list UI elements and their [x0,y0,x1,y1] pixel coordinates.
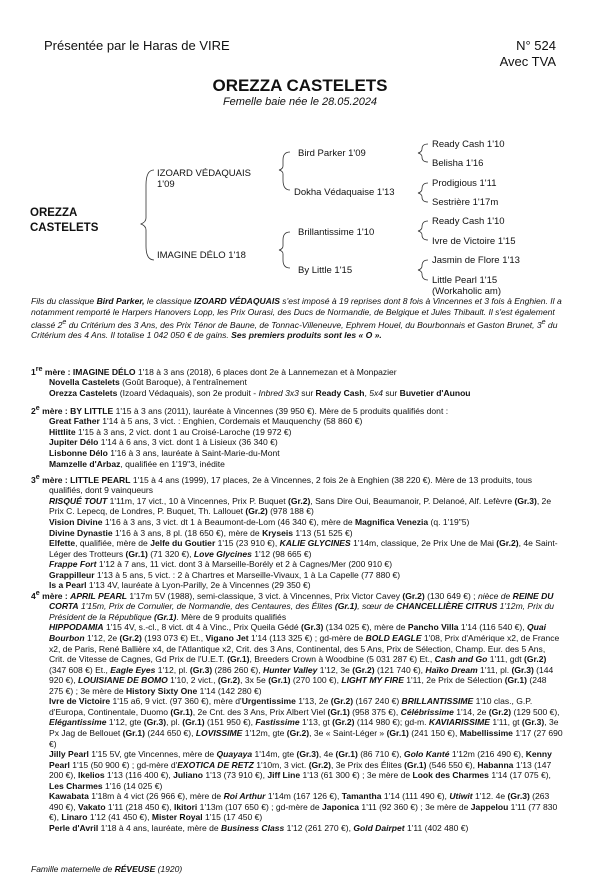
fourth-dam-heading: 4e mère : APRIL PEARL 1'17m 5V (1988), semi-classique, 3 vict. à Vincennes, Prix Victor Cavey (Gr.2) (130 649 €) ; nièce de REINE DU CORTA 1'15m, Prix de Cornulier, de Normandie, des Centaures, des Élites (Gr.1), sœur de CHANCELLIÈRE CITRUS 1'12m, Prix du Président de la République (Gr.1). Mère de 9 produits qualifiés [31,589,555,622]
presenter-text: Présentée par le Haras de VIRE [44,38,230,53]
produce-row: Perle d'Avril 1'18 à 4 ans, lauréate, mère de Business Class 1'12 (261 270 €), Gold Dairpet 1'11 (402 480 €) [49,822,469,833]
third-dam-heading: 3e mère : LITTLE PEARL 1'15 à 4 ans (1999), 17 places, 2e à Vincennes, 2 fois 2e à Enghien (38 220 €). Mère de 13 produits, tous qualifiés, dont 9 vainqueurs [31,473,532,496]
produce-row: Hittlite 1'15 à 3 ans, 2 vict. dont 1 au Croisé-Laroche (19 972 €) [49,426,292,437]
pedigree-dsd: Ivre de Victoire 1'15 [432,236,516,247]
fourth-dam-section [31,588,563,833]
pedigree-horse-name-line1: OREZZA [30,207,78,219]
pedigree-sss: Ready Cash 1'10 [432,139,505,150]
pedigree-dds: Jasmin de Flore 1'13 [432,255,520,266]
pedigree-horse-name-line2: CASTELETS [30,222,99,234]
third-dam-section [31,472,563,591]
lot-number: N° 524 [516,38,556,53]
pedigree-dss: Ready Cash 1'10 [432,216,505,227]
produce-row: Divine Dynastie 1'16 à 3 ans, 8 pl. (18 650 €), mère de Kryseis 1'13 (51 525 €) [49,527,353,538]
pedigree-sd: Dokha Védaquaise 1'13 [294,187,395,198]
produce-row: HIPPODAMIA 1'15 4V, s.-cl., 8 vict. dt 4 à Vinc., Prix Queila Gédé (Gr.3) (134 025 €), mère de Pancho Villa 1'14 (116 540 €), Quai Bourbon 1'12, 2e (Gr.2) (193 073 €) Et., Vigano Jet 1'14 (113 325 €) ; gd-mère de BOLD EAGLE 1'08, Prix d'Amérique x2, de France x2, de Paris, René Ballière x4, de l'Atlantique x2, Crit. des 3 Ans, Continental, des 5 Ans, Prix de Sélection, Champ. Eur. des 5 Ans, Crit. de Vitesse de Cagnes, Gd Prix de l'U.E.T. (Gr.1), Breeders Crown à Woodbine (5 031 287 €) Et., Cash and Go 1'11, gdt (Gr.2) (347 608 €) Et., Eagle Eyes 1'12, pl. (Gr.3) (286 260 €), Hunter Valley 1'12, 3e (Gr.2) (121 740 €), Haïko Dream 1'11, pl. (Gr.3) (144 920 €), LOUISIANE DE BOMO 1'10, 2 vict., (Gr.2), 3x 5e (Gr.1) (270 100 €), LIGHT MY FIRE 1'11, 2e Prix de Sélection (Gr.1) (248 275 €) ; 3e mère de History Sixty One 1'14 (142 280 €) [49,622,560,696]
sire-description-text: Fils du classique Bird Parker, le classique IZOARD VÉDAQUAIS s'est imposé à 19 reprises dont 8 fois à Vincennes et 3 fois à Enghien. Il a notamment remporté le Harpers Hanovers Lopp, les Prix Ourasi, des Ducs de Normandie, de Belgique et Jules Thibault. Il s'est également classé 2e du Critérium des 3 Ans, des Prix Ténor de Baune, de Tonnac-Villeneuve, Ephrem Houel, du Bourbonnais et Gaston Brunet, 3e du Critérium des 4 Ans. Il totalise 1 042 050 € de gains. Ses premiers produits sont les « O ». [31,296,562,341]
produce-row: Great Father 1'14 à 5 ans, 3 vict. : Enghien, Cordemais et Mauquenchy (58 860 €) [49,416,363,427]
sire-name: IZOARD VÉDAQUAIS [157,168,251,179]
pedigree-ds: Brillantissime 1'10 [298,227,375,238]
produce-row: Elfette, qualifiée, mère de Jelfe du Goutier 1'15 (23 910 €), KALIE GLYCINES 1'14m, classique, 2e Prix Une de Mai (Gr.2), 4e Saint-Léger des Trotteurs (Gr.1) (71 320 €), Love Glycines 1'12 (98 665 €) [49,538,558,559]
pedigree-ddd [432,275,501,297]
first-dam-section [31,364,563,398]
produce-row: Mamzelle d'Arbaz, qualifiée en 1'19"3, inédite [49,458,225,469]
produce-row: Jilly Pearl 1'15 5V, gte Vincennes, mère de Quayaya 1'14m, gte (Gr.3), 4e (Gr.1) (86 710 €), Golo Kanté 1'12m (216 490 €), Kenny Pearl 1'15 (50 900 €) ; gd-mère d'EXOTICA DE RETZ 1'10m, 3 vict. (Gr.2), 3e Prix des Élites (Gr.1) (546 550 €), Habanna 1'13 (147 200 €), Ikelios 1'13 (116 400 €), Juliano 1'13 (73 910 €), Jiff Line 1'13 (61 300 €) ; 3e mère de Look des Charmes 1'14 (17 075 €), Les Charmes 1'16 (14 025 €) [49,749,552,791]
produce-row: RISQUÉ TOUT 1'11m, 17 vict., 10 à Vincennes, Prix P. Buquet (Gr.2), Sans Dire Oui, Beaumanoir, P. Delanoé, Alf. Lefèvre (Gr.3), 2e Prix C. Lepecq, de Londres, P. Buquet, Th. Lallouet (Gr.2) (978 188 €) [49,495,552,517]
produce-row: Frappe Fort 1'12 à 7 ans, 11 vict. dont 3 à Marseille-Borély et 2 à Cagnes/Mer (200 910 €) [49,559,393,570]
pedigree-horse-name [30,206,98,236]
pedigree-ssd: Belisha 1'16 [432,158,484,169]
second-dam-section [31,403,563,469]
produce-row: Orezza Castelets (Izoard Védaquais), son 2e produit - Inbred 3x3 sur Ready Cash, 5x4 sur Buvetier d'Aunou [49,387,471,398]
first-dam-heading: 1re mère : IMAGINE DÉLO 1'18 à 3 ans (2018), 6 places dont 2e à Lannemezan et à Monpazier [31,365,397,377]
pedigree-ddd-note: (Workaholic am) [432,286,501,297]
pedigree-dd: By Little 1'15 [298,265,353,276]
maternal-family-note: Famille maternelle de RÉVEUSE (1920) [31,864,183,874]
produce-row: Jupiter Délo 1'14 à 6 ans, 3 vict. dont 1 à Lisieux (36 340 €) [49,437,278,448]
pedigree-sdd: Sestrière 1'17m [432,197,499,208]
sire-description [31,296,563,341]
pedigree-ddd-name: Little Pearl 1'15 [432,275,498,286]
vat-label: Avec TVA [499,54,556,69]
produce-row: Lisbonne Délo 1'16 à 3 ans, lauréate à Saint-Marie-du-Mont [49,448,280,459]
produce-row: Is a Pearl 1'13 4V, lauréate à Lyon-Parilly, 2e à Vincennes (29 350 €) [49,580,311,591]
produce-row: Vision Divine 1'16 à 3 ans, 3 vict. dt 1 à Beaumont-de-Lom (46 340 €), mère de Magnifica Venezia (q. 1'19"5) [49,517,470,528]
pedigree-sds: Prodigious 1'11 [432,178,497,189]
produce-row: Ivre de Victoire 1'15 a6, 9 vict. (97 360 €), mère d'Urgentissime 1'13, 2e (Gr.2) (167 240 €) BRILLANTISSIME 1'10 clas., G.P. d'Europa, Continentale, Duomo (Gr.1), 2e Cnt. des 3 Ans, Prix Albert Viel (Gr.1) (958 375 €), Célébrissime 1'14, 2e (Gr.2) (129 500 €), Elégantissime 1'12, gte (Gr.3), pl. (Gr.1) (151 950 €), Fastissime 1'13, gt (Gr.2) (114 980 €); gd-m. KAVIARISSIME 1'11, gt (Gr.3), 3e Px Jag de Bellouet (Gr.1) (244 650 €), LOVISSIME 1'12m, gte (Gr.2), 3e « Saint-Léger » (Gr.1) (241 150 €), Mabellissime 1'17 (27 690 €) [49,696,563,749]
produce-row: Grappilleur 1'13 à 5 ans, 5 vict. : 2 à Chartres et Marseille-Vivaux, 1 à La Capelle (77 880 €) [49,569,401,580]
produce-row: Kawabata 1'18m à 4 vict (26 966 €), mère de Roi Arthur 1'14m (167 126 €), Tamantha 1'14 (111 490 €), Utiwit 1'12. 4e (Gr.3) (263 490 €), Vakato 1'11 (218 450 €), Ikitori 1'13m (107 650 €) ; gd-mère de Japonica 1'11 (92 360 €) ; 3e mère de Jappelou 1'11 (77 830 €), Linaro 1'12 (41 450 €), Mister Royal 1'15 (17 450 €) [49,791,558,823]
horse-title: OREZZA CASTELETS [212,76,388,95]
pedigree-dam: IMAGINE DÉLO 1'18 [157,250,246,261]
second-dam-heading: 2e mère : BY LITTLE 1'15 à 3 ans (2011), lauréate à Vincennes (39 950 €). Mère de 5 produits qualifiés dont : [31,404,449,416]
pedigree-ss: Bird Parker 1'09 [298,148,366,159]
sire-time: 1'09 [157,179,175,190]
produce-row: Novella Castelets (Goût Baroque), à l'entraînement [49,377,247,388]
pedigree-sire [157,168,251,190]
horse-subtitle: Femelle baie née le 28.05.2024 [222,96,378,108]
